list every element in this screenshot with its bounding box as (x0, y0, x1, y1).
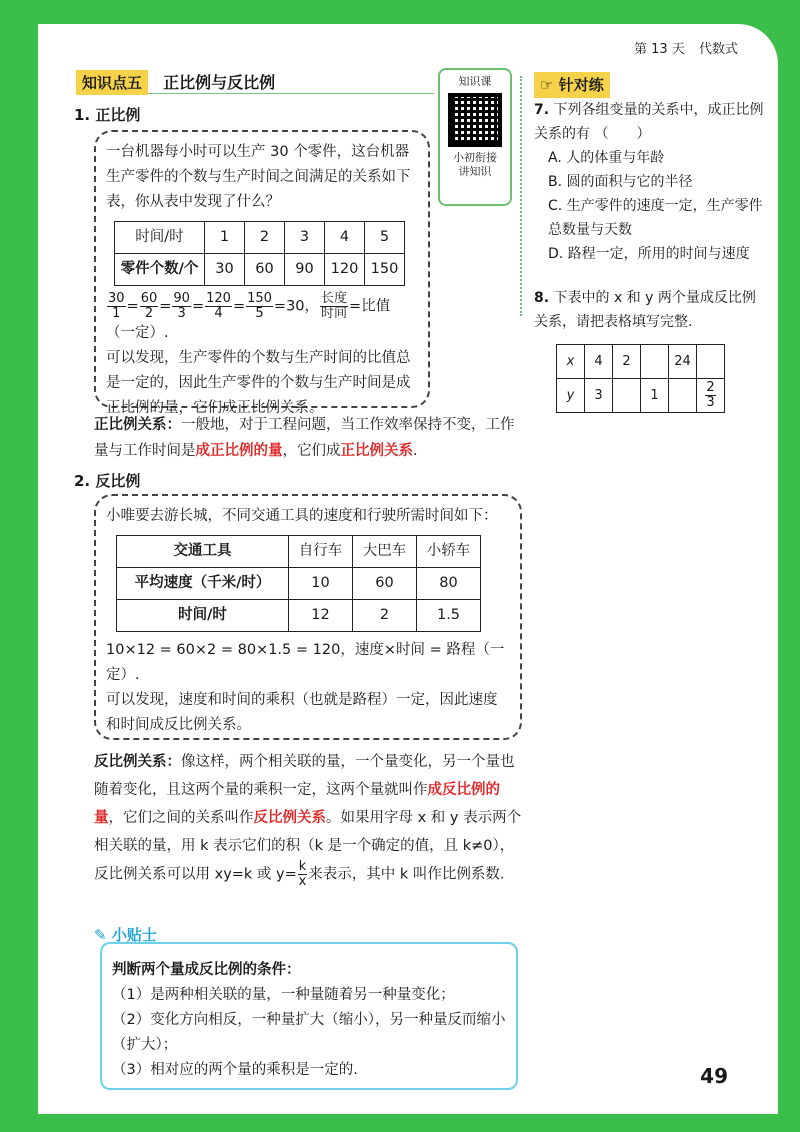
table-cell-blank[interactable] (697, 345, 725, 379)
part2-conclusion: 可以发现，速度和时间的乘积（也就是路程）一定，因此速度和时间成反比例关系。 (106, 692, 498, 733)
section-tag: 知识点五 (76, 70, 148, 95)
tip-tag: ✎ 小贴士 (88, 924, 163, 945)
table-cell-blank[interactable] (669, 379, 697, 413)
hand-icon: ☞ (540, 76, 554, 94)
table-cell: 1 (641, 379, 669, 413)
table-cell (697, 379, 725, 413)
part2-example-box (94, 494, 522, 740)
table-cell: 时间/时 (117, 600, 289, 632)
section-heading: 正比例与反比例 (163, 73, 276, 92)
table-cell: 平均速度（千米/时） (117, 568, 289, 600)
qr-code-icon[interactable] (448, 93, 502, 147)
table-cell: 4 (585, 345, 613, 379)
table-row (115, 222, 405, 254)
q8-table (556, 344, 725, 413)
fraction: $\frac{90}{3}$ (173, 291, 190, 321)
part2-formula: 10×12 = 60×2 = 80×1.5 = 120，速度×时间 = 路程（一定）. (106, 642, 505, 683)
table-cell: 60 (245, 254, 285, 286)
qr-caption-1: 小初衔接 (453, 151, 497, 164)
q7-option[interactable]: B. 圆的面积与它的半径 (548, 174, 693, 190)
q7-answer-blank[interactable]: （ ） (594, 126, 651, 142)
part1-formula: $\frac{30}{1}$ = $\frac{60}{2}$ = $\frac{90}{3}$ = $\frac{120}{4}$ = $\frac{150}{5}$ =30， $\frac{\text{长度}}{\text{时间}}$ =比值（一定）. (106, 291, 391, 341)
tip-item: （2）变化方向相反，一种量扩大（缩小），另一种量反而缩小（扩大）； (112, 1012, 506, 1053)
table-cell: 10 (289, 568, 353, 600)
qr-card[interactable] (438, 68, 512, 206)
table-cell: 60 (353, 568, 417, 600)
tip-item: （3）相对应的两个量的乘积是一定的. (112, 1062, 358, 1078)
table-cell: 30 (205, 254, 245, 286)
table-cell-blank[interactable] (641, 345, 669, 379)
section-title (76, 70, 434, 94)
table-row (557, 379, 725, 413)
q7-option[interactable]: C. 生产零件的速度一定，生产零件总数量与天数 (548, 198, 763, 238)
q7-option[interactable]: A. 人的体重与年龄 (548, 150, 665, 166)
fraction: $\frac{2}{3}$ (706, 380, 715, 410)
question-7 (534, 98, 766, 266)
table-cell: 120 (325, 254, 365, 286)
part1-definition: 正比例关系：一般地，对于工程问题，当工作效率保持不变，工作量与工作时间是成正比例的量，它们成正比例关系. (94, 417, 515, 459)
table-cell: 24 (669, 345, 697, 379)
qr-top-label: 知识课 (458, 75, 492, 88)
practice-tag: ☞ 针对练 (534, 72, 610, 98)
part2-heading: 2. 反比例 (74, 472, 141, 490)
part1-heading: 1. 正比例 (74, 106, 141, 124)
table-row (557, 345, 725, 379)
table-cell: 2 (353, 600, 417, 632)
part1-table (114, 221, 405, 286)
q7-option[interactable]: D. 路程一定，所用的时间与速度 (548, 246, 750, 262)
question-8 (534, 286, 766, 413)
table-cell: 90 (285, 254, 325, 286)
part1-intro: 一台机器每小时可以生产 30 个零件，这台机器生产零件的个数与生产时间之间满足的关系如下表，你从表中发现了什么？ (106, 144, 411, 210)
page-header (624, 38, 738, 57)
table-cell: y (557, 379, 585, 413)
table-row (117, 536, 481, 568)
part2-intro: 小唯要去游长城，不同交通工具的速度和行驶所需时间如下： (106, 508, 498, 524)
qr-caption-2: 讲知识 (458, 165, 492, 178)
table-cell: 150 (365, 254, 405, 286)
tip-box (100, 942, 518, 1090)
column-divider (520, 76, 522, 316)
table-cell: 3 (585, 379, 613, 413)
q7-stem: 7. 下列各组变量的关系中，成正比例关系的有 （ ） (534, 102, 764, 142)
fraction: $\frac{150}{5}$ (247, 291, 272, 321)
table-cell: 自行车 (289, 536, 353, 568)
table-cell: 2 (613, 345, 641, 379)
table-cell: 2 (245, 222, 285, 254)
fraction: $\frac{k}{x}$ (298, 859, 307, 889)
table-row (117, 568, 481, 600)
practice-tag-wrap (534, 72, 766, 98)
table-row (117, 600, 481, 632)
fraction: $\frac{120}{4}$ (206, 291, 231, 321)
fraction: $\frac{30}{1}$ (108, 291, 125, 321)
tip-title: 判断两个量成反比例的条件： (112, 962, 301, 978)
lightbulb-icon: ✎ (94, 926, 107, 944)
fraction: $\frac{\text{长度}}{\text{时间}}$ (321, 291, 348, 321)
table-cell: 零件个数/个 (115, 254, 205, 286)
tip-item: （1）是两种相关联的量，一种量随着另一种量变化； (112, 987, 455, 1003)
header-topic: 代数式 (698, 42, 738, 57)
table-cell: 大巴车 (353, 536, 417, 568)
table-cell: 1.5 (417, 600, 481, 632)
part1-conclusion: 可以发现，生产零件的个数与生产时间的比值总是一定的，因此生产零件的个数与生产时间是成正比例的量，它们成正比例关系。 (106, 350, 411, 416)
q8-stem: 8. 下表中的 x 和 y 两个量成反比例关系，请把表格填写完整. (534, 290, 756, 330)
page (38, 24, 778, 1114)
table-cell: 4 (325, 222, 365, 254)
fraction: $\frac{60}{2}$ (140, 291, 158, 321)
table-row (115, 254, 405, 286)
part2-definition: 反比例关系：像这样，两个相关联的量，一个量变化，另一个量也随着变化，且这两个量的乘积一定，这两个量就叫作成反比例的量，它们之间的关系叫作反比例关系。如果用字母 x 和 y 表示两个相关联的量，用 k 表示它们的积（k 是一个确定的值，且 k≠0），反比例关系可以用 xy=k 或 y= $\frac{k}{x}$ 来表示，其中 k 叫作比例系数. (94, 754, 522, 889)
part2-table (116, 535, 481, 632)
table-cell: 时间/时 (115, 222, 205, 254)
page-number: 49 (700, 1064, 728, 1088)
table-cell: 3 (285, 222, 325, 254)
table-cell-blank[interactable] (613, 379, 641, 413)
table-cell: 5 (365, 222, 405, 254)
table-cell: 12 (289, 600, 353, 632)
table-cell: 1 (205, 222, 245, 254)
table-cell: 交通工具 (117, 536, 289, 568)
table-cell: 80 (417, 568, 481, 600)
part1-example-box (94, 130, 430, 416)
table-cell: x (557, 345, 585, 379)
header-day: 第 13 天 (634, 42, 685, 57)
table-cell: 小轿车 (417, 536, 481, 568)
